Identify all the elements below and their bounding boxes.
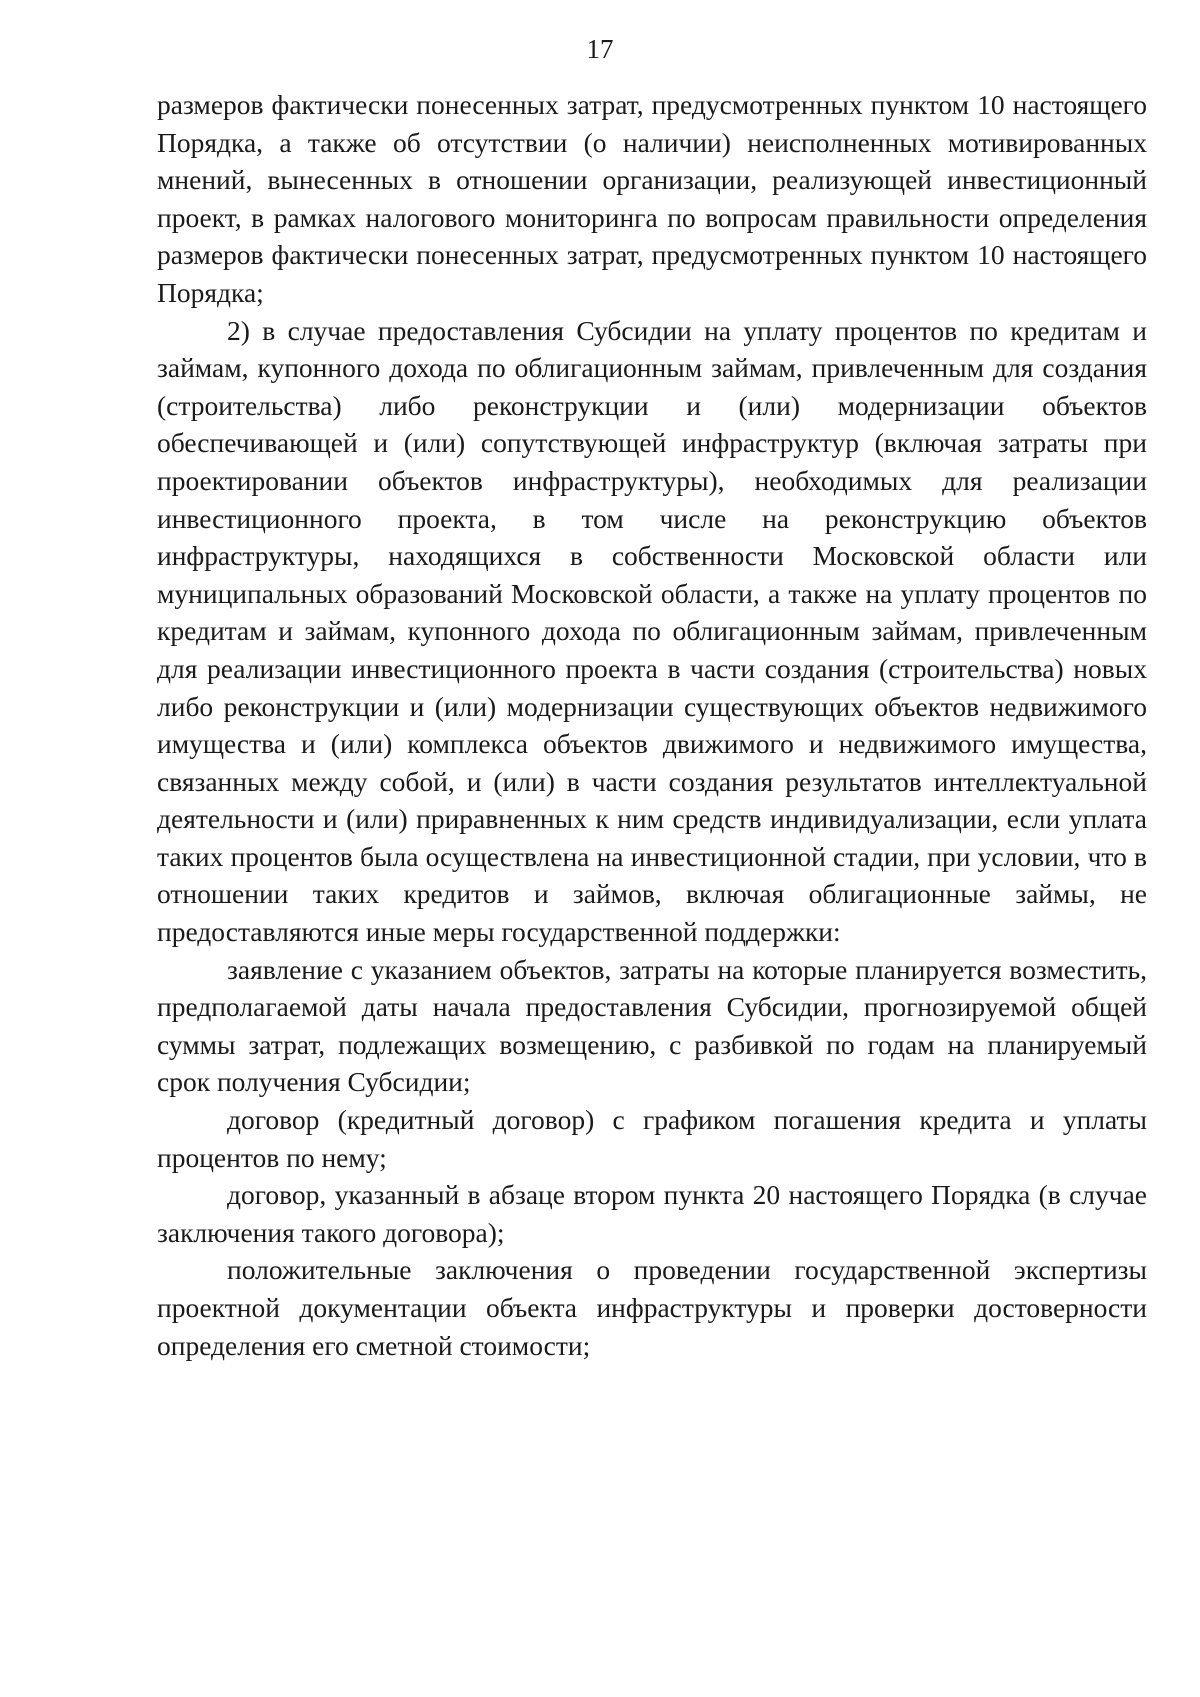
paragraph-credit-agreement: договор (кредитный договор) с графиком погашения кредита и уплаты процентов по нему;	[157, 1104, 1147, 1173]
page-number: 17	[586, 34, 614, 64]
paragraph-item-2: 2) в случае предоставления Субсидии на уплату процентов по кредитам и займам, купонного дохода по облигационным займам, привлеченным для создания (строительства) либо реконструкции и (или) модернизации объектов обеспечивающей и (или) сопутствующей инфраструктур (включая затраты при проектировании объектов инфраструктуры), необходимых для реализации инвестиционного проекта, в том числе на реконструкцию объектов инфраструктуры, находящихся в собственности Московской области или муниципальных образований Московской области, а также на уплату процентов по кредитам и займам, купонного дохода по облигационным займам, привлеченным для реализации инвестиционного проекта в части создания (строительства) новых либо реконструкции и (или) модернизации существующих объектов недвижимого имущества и (или) комплекса объектов движимого и недвижимого имущества, связанных между собой, и (или) в части создания результатов интеллектуальной деятельности и (или) приравненных к ним средств индивидуализации, если уплата таких процентов была осуществлена на инвестиционной стадии, при условии, что в отношении таких кредитов и займов, включая облигационные займы, не предоставляются иные меры государственной поддержки:	[157, 314, 1147, 948]
paragraph-continuation: размеров фактически понесенных затрат, предусмотренных пунктом 10 настоящего Порядка, а также об отсутствии (о наличии) неисполненных мотивированных мнений, вынесенных в отношении организации, реализующей инвестиционный проект, в рамках налогового мониторинга по вопросам правильности определения размеров фактически понесенных затрат, предусмотренных пунктом 10 настоящего Порядка;	[157, 89, 1147, 308]
document-body	[157, 86, 1147, 1364]
paragraph-application: заявление с указанием объектов, затраты на которые планируется возместить, предполагаемой даты начала предоставления Субсидии, прогнозируемой общей суммы затрат, подлежащих возмещению, с разбивкой по годам на планируемый срок получения Субсидии;	[157, 953, 1147, 1098]
paragraph-agreement-ref: договор, указанный в абзаце втором пункта 20 настоящего Порядка (в случае заключения такого договора);	[157, 1179, 1147, 1248]
paragraph-expert-conclusions: положительные заключения о проведении государственной экспертизы проектной документации объекта инфраструктуры и проверки достоверности определения его сметной стоимости;	[157, 1254, 1147, 1361]
